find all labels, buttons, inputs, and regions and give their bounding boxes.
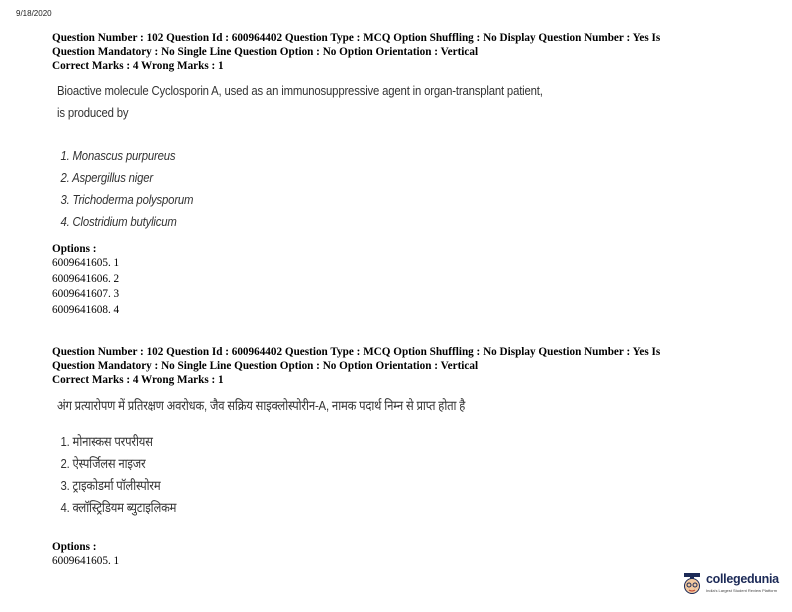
marks-line: Correct Marks : 4 Wrong Marks : 1 [52, 374, 224, 386]
brand-tagline: India's Largest Student Review Platform [706, 588, 778, 593]
brand-name: collegedunia [706, 572, 779, 586]
options-list-english [52, 242, 742, 318]
choice-item: 2. Aspergillus niger [60, 170, 154, 185]
mascot-icon [681, 573, 703, 595]
marks-line: Correct Marks : 4 Wrong Marks : 1 [52, 60, 224, 72]
question-block-english [52, 31, 742, 73]
option-id: 6009641605. 1 [52, 555, 120, 567]
stem-line: अंग प्रत्यारोपण में प्रतिरक्षण अवरोधक, जैव सक्रिय साइक्लोस्पोरीन-A, नामक पदार्थ निम्न से प्राप्त होता है [57, 398, 466, 413]
choice-item: 1. Monascus purpureus [60, 148, 176, 163]
choice-item: 2. ऐस्पर्जिलस नाइजर [60, 456, 146, 471]
question-stem-english [57, 80, 650, 233]
stem-line: Bioactive molecule Cyclosporin A, used as an immunosuppressive agent in organ-transplant patient, [57, 83, 543, 98]
option-id: 6009641605. 1 [52, 257, 120, 269]
question-meta-line: Question Mandatory : No Single Line Question Option : No Option Orientation : Vertical [52, 46, 479, 58]
choice-item: 4. क्लॉस्ट्रिडियम ब्युटाइलिकम [60, 500, 177, 515]
choice-item: 1. मोनास्कस परपरीयस [60, 434, 153, 449]
collegedunia-logo [681, 571, 787, 597]
question-meta-line: Question Mandatory : No Single Line Question Option : No Option Orientation : Vertical [52, 360, 479, 372]
question-meta-line: Question Number : 102 Question Id : 600964402 Question Type : MCQ Option Shuffling : No Display Question Number : Yes Is [52, 346, 661, 358]
choice-item: 4. Clostridium butylicum [60, 214, 177, 229]
option-id: 6009641608. 4 [52, 303, 120, 316]
option-id: 6009641606. 2 [52, 272, 120, 285]
options-label: Options : [52, 243, 97, 255]
option-id: 6009641607. 3 [52, 288, 120, 300]
question-stem-hindi [57, 395, 650, 519]
question-meta-line: Question Number : 102 Question Id : 600964402 Question Type : MCQ Option Shuffling : No Display Question Number : Yes Is [52, 32, 661, 44]
options-label: Options : [52, 541, 97, 553]
question-block-hindi [52, 345, 742, 387]
choice-item: 3. ट्राइकोडर्मा पॉलीस्पोरम [60, 478, 161, 493]
stem-line: is produced by [57, 105, 129, 120]
options-list-hindi [52, 540, 742, 570]
choice-item: 3. Trichoderma polysporum [60, 192, 194, 207]
print-date: 9/18/2020 [16, 9, 52, 18]
